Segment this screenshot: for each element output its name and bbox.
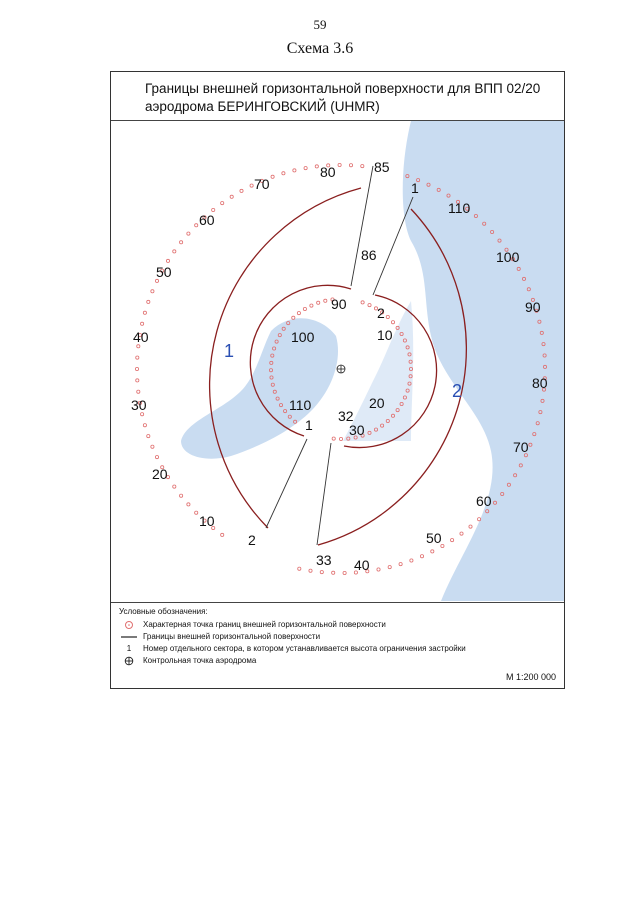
characteristic-point — [293, 169, 296, 172]
characteristic-point — [431, 550, 434, 553]
characteristic-point — [187, 232, 190, 235]
label-outer-30: 30 — [131, 397, 147, 413]
label-inner-100: 100 — [291, 329, 315, 345]
characteristic-point — [377, 568, 380, 571]
label-outer-50-east: 50 — [426, 530, 442, 546]
characteristic-point — [230, 195, 233, 198]
characteristic-point — [282, 172, 285, 175]
legend-text-point: Характерная точка границ внешней горизонтальной поверхности — [143, 620, 386, 629]
characteristic-point — [137, 390, 140, 393]
characteristic-point — [147, 300, 150, 303]
characteristic-point — [332, 437, 335, 440]
map-scale: М 1:200 000 — [505, 672, 556, 682]
characteristic-point — [137, 345, 140, 348]
label-inner-30: 30 — [349, 422, 365, 438]
characteristic-point — [339, 437, 342, 440]
characteristic-point — [271, 175, 274, 178]
characteristic-point — [155, 456, 158, 459]
legend-text-sector: Номер отдельного сектора, в котором устанавливается высота ограничения застройки — [143, 644, 466, 653]
characteristic-point — [410, 559, 413, 562]
label-outer-110: 110 — [448, 200, 471, 216]
characteristic-point — [173, 485, 176, 488]
legend-item-reference — [119, 656, 559, 666]
label-outer-33: 33 — [316, 552, 332, 568]
characteristic-point — [320, 571, 323, 574]
characteristic-point — [135, 367, 138, 370]
label-outer-50: 50 — [156, 264, 172, 280]
label-outer-85: 85 — [374, 159, 390, 175]
sector-label-1: 1 — [224, 341, 235, 361]
label-outer-100: 100 — [496, 249, 520, 265]
label-outer-10: 10 — [199, 513, 215, 529]
map-frame — [110, 71, 565, 689]
characteristic-point — [420, 555, 423, 558]
water-bay-west — [181, 318, 338, 458]
sector-number-symbol: 1 — [126, 644, 132, 653]
characteristic-point — [195, 224, 198, 227]
characteristic-point — [324, 299, 327, 302]
label-inner-86: 86 — [361, 247, 377, 263]
characteristic-point — [361, 301, 364, 304]
characteristic-point — [221, 202, 224, 205]
characteristic-point — [338, 163, 341, 166]
legend-divider — [111, 602, 564, 603]
characteristic-point — [386, 315, 389, 318]
label-outer-80-east: 80 — [532, 375, 548, 391]
label-outer-60: 60 — [199, 212, 215, 228]
characteristic-point — [317, 301, 320, 304]
characteristic-point — [343, 571, 346, 574]
crosshair-icon — [119, 656, 139, 666]
point-icon — [119, 620, 139, 630]
label-inner-10: 10 — [377, 327, 393, 343]
characteristic-point — [309, 569, 312, 572]
characteristic-point — [368, 304, 371, 307]
characteristic-point — [141, 413, 144, 416]
characteristic-point — [250, 184, 253, 187]
water-northeast — [403, 121, 564, 601]
characteristic-point — [332, 571, 335, 574]
characteristic-point — [388, 566, 391, 569]
legend — [119, 607, 559, 668]
characteristic-point — [349, 164, 352, 167]
characteristic-point — [240, 189, 243, 192]
characteristic-point — [469, 525, 472, 528]
water-areas — [181, 121, 564, 601]
characteristic-point — [173, 250, 176, 253]
page-number: 59 — [313, 17, 327, 32]
characteristic-point — [460, 532, 463, 535]
legend-item-sector — [119, 644, 559, 654]
divider-1-2-west — [266, 439, 307, 528]
characteristic-point — [361, 165, 364, 168]
divider-85-86 — [351, 166, 373, 286]
label-outer-40: 40 — [133, 329, 149, 345]
label-inner-110: 110 — [289, 397, 312, 413]
characteristic-point — [297, 312, 300, 315]
characteristic-point — [399, 563, 402, 566]
characteristic-point — [151, 445, 154, 448]
boundary-map — [111, 121, 564, 601]
legend-item-point — [119, 620, 559, 630]
characteristic-point — [147, 435, 150, 438]
characteristic-point — [292, 316, 295, 319]
characteristic-point — [136, 379, 139, 382]
label-outer-60-east: 60 — [476, 493, 492, 509]
label-outer-2: 2 — [248, 532, 256, 548]
characteristic-point — [143, 311, 146, 314]
aerodrome-reference-point — [337, 365, 345, 373]
map-title: Границы внешней горизонтальной поверхности для ВПП 02/20 аэродрома БЕРИНГОВСКИЙ (UHMR) — [145, 81, 541, 114]
label-outer-20: 20 — [152, 466, 168, 482]
divider-32-33 — [317, 443, 331, 545]
label-inner-90: 90 — [331, 296, 347, 312]
characteristic-point — [187, 503, 190, 506]
label-outer-1: 1 — [411, 180, 419, 196]
characteristic-point — [315, 165, 318, 168]
legend-heading: Условные обозначения: — [119, 607, 208, 616]
characteristic-point — [303, 307, 306, 310]
scheme-title: Схема 3.6 — [286, 40, 354, 57]
label-inner-32: 32 — [338, 408, 354, 424]
characteristic-point — [136, 356, 139, 359]
characteristic-point — [298, 567, 301, 570]
characteristic-point — [180, 494, 183, 497]
legend-text-reference: Контрольная точка аэродрома — [143, 656, 257, 665]
label-inner-1: 1 — [305, 417, 313, 433]
label-outer-90: 90 — [525, 299, 541, 315]
characteristic-point — [195, 511, 198, 514]
label-inner-20: 20 — [369, 395, 385, 411]
label-inner-2: 2 — [377, 305, 385, 321]
legend-item-line — [119, 632, 559, 642]
characteristic-point — [304, 167, 307, 170]
inner-point-labels — [289, 247, 393, 438]
line-icon — [119, 632, 139, 642]
characteristic-point — [166, 259, 169, 262]
label-outer-80: 80 — [320, 164, 336, 180]
sector-label-2: 2 — [452, 381, 463, 401]
characteristic-point — [310, 304, 313, 307]
characteristic-point — [391, 321, 394, 324]
characteristic-point — [151, 290, 154, 293]
characteristic-point — [143, 424, 146, 427]
label-outer-70: 70 — [254, 176, 270, 192]
characteristic-point — [451, 539, 454, 542]
characteristic-point — [141, 322, 144, 325]
legend-text-line: Границы внешней горизонтальной поверхности — [143, 632, 321, 641]
divider-1-2-east — [373, 197, 413, 295]
characteristic-point — [221, 533, 224, 536]
label-outer-40-east: 40 — [354, 557, 370, 573]
characteristic-point — [180, 241, 183, 244]
label-outer-70-east: 70 — [513, 439, 529, 455]
